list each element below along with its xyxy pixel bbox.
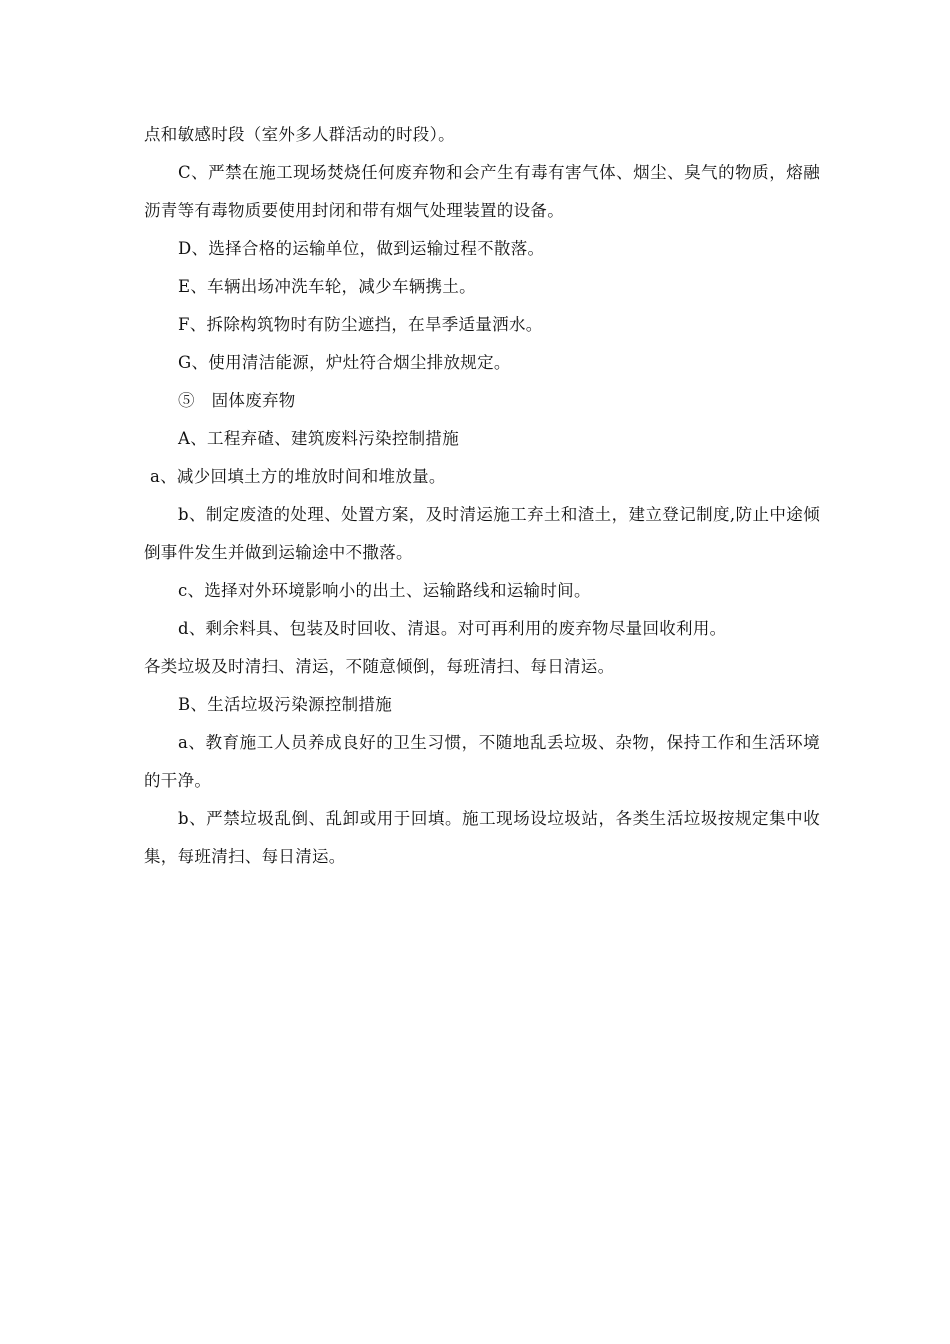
para-item-d-recycle: d、剩余料具、包装及时回收、清退。对可再利用的废弃物尽量回收利用。: [178, 619, 727, 638]
section-heading-solid-waste: ⑤ 固体废弃物: [178, 391, 296, 410]
subheading-b-domestic-waste: B、生活垃圾污染源控制措施: [178, 695, 393, 714]
subheading-a-construction-waste: A、工程弃碴、建筑废料污染控制措施: [178, 429, 460, 448]
para-item-b-collection: b、严禁垃圾乱倒、乱卸或用于回填。施工现场设垃圾站，各类生活垃圾按规定集中收集，每班清扫、每日清运。: [144, 809, 820, 866]
para-item-f-demolition: F、拆除构筑物时有防尘遮挡，在旱季适量洒水。: [178, 315, 543, 334]
para-item-b-disposal: b、制定废渣的处理、处置方案，及时清运施工弃土和渣土，建立登记制度,防止中途倾倒事件发生并做到运输途中不撒落。: [144, 505, 820, 562]
para-garbage-cleaning: 各类垃圾及时清扫、清运，不随意倾倒，每班清扫、每日清运。: [144, 657, 615, 676]
para-item-g-energy: G、使用清洁能源，炉灶符合烟尘排放规定。: [178, 353, 511, 372]
para-item-a-backfill: a、减少回填土方的堆放时间和堆放量。: [150, 467, 446, 486]
document-body: [144, 116, 820, 876]
para-item-e-wash: E、车辆出场冲洗车轮，减少车辆携土。: [178, 277, 476, 296]
para-item-a-education: a、教育施工人员养成良好的卫生习惯，不随地乱丢垃圾、杂物，保持工作和生活环境的干净。: [144, 733, 820, 790]
para-sensitive-periods: 点和敏感时段（室外多人群活动的时段）。: [144, 125, 455, 144]
para-item-c-burning: C、严禁在施工现场焚烧任何废弃物和会产生有毒有害气体、烟尘、臭气的物质，熔融沥青等有毒物质要使用封闭和带有烟气处理装置的设备。: [144, 163, 820, 220]
para-item-c-route: c、选择对外环境影响小的出土、运输路线和运输时间。: [178, 581, 591, 600]
para-item-d-transport: D、选择合格的运输单位，做到运输过程不散落。: [178, 239, 545, 258]
